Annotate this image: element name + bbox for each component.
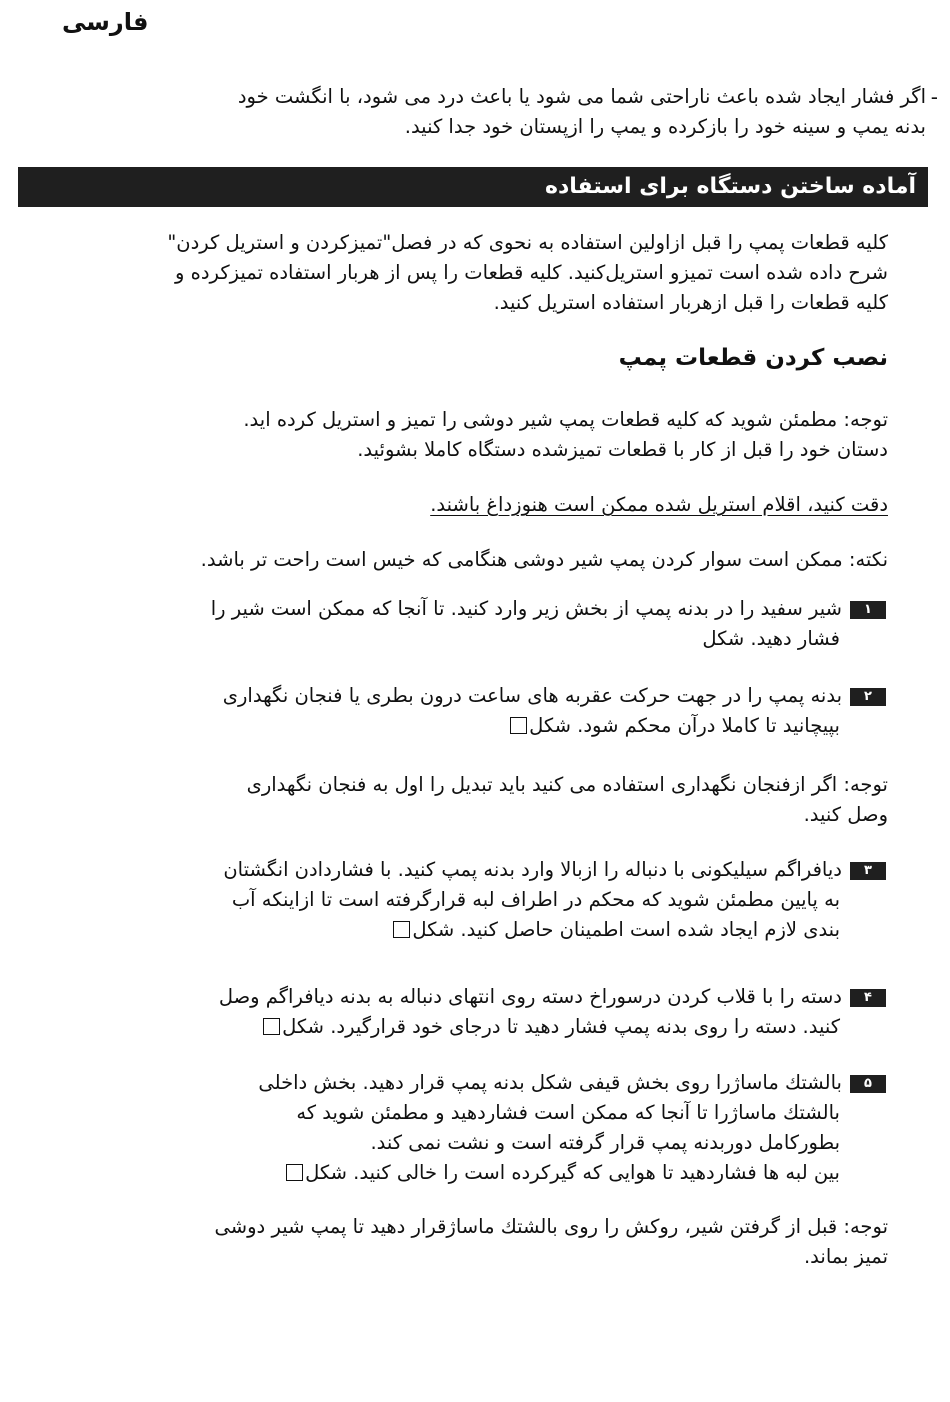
step-number-badge: ۳ [850, 862, 886, 880]
step-3 [14, 855, 886, 945]
note-line: توجه: اگر ازفنجان نگهداری استفاده می کنید باید تبدیل را اول به فنجان نگهداری [246, 773, 888, 796]
intro-bullet [52, 82, 938, 142]
paragraph-line: کلیه قطعات پمپ را قبل ازاولین استفاده به نحوی که در فصل"تمیزکردن و استریل کردن" [167, 231, 888, 254]
step-line: شیر سفید را در بدنه پمپ از بخش زیر وارد کنید. تا آنجا که ممکن است شیر را [210, 597, 842, 620]
step-line: به پایین مطمئن شوید که محکم در اطراف لبه قرارگرفته است تا ازاینکه آب [231, 888, 840, 911]
step-line: بندی لازم ایجاد شده است اطمینان حاصل کنید. شکل [412, 918, 840, 941]
step-number-badge: ۴ [850, 989, 886, 1007]
step-line: بطوركامل دوربدنه پمپ قرار گرفته است و نشت نمی کند. [370, 1131, 840, 1154]
step-line: فشار دهید. شکل [702, 627, 840, 650]
step-5 [40, 1068, 886, 1188]
step-line: بين لبه ها فشاردهيد تا هوايی كه گيركرده است را خالی كنيد. شكل [305, 1161, 840, 1184]
bullet-dash: - [930, 85, 938, 109]
note-line: وصل کنید. [803, 803, 888, 826]
note-clean [50, 405, 888, 465]
step-line: بپیچانید تا کاملا درآن محکم شود. شکل [529, 714, 840, 737]
paragraph-line: کلیه قطعات را قبل ازهربار استفاده استریل کنید. [493, 291, 888, 314]
note-line: توجه: مطمئن شوید که کلیه قطعات پمپ شیر دوشی را تمیز و استریل کرده اید. [243, 408, 888, 431]
note-line: دستان خود را قبل از کار با قطعات تمیزشده دستگاه کاملا بشوئید. [357, 438, 888, 461]
intro-line: اگر فشار ایجاد شده باعث ناراحتی شما می شود یا باعث درد می شود، با انگشت خود [237, 85, 926, 108]
step-number-badge: ۵ [850, 1075, 886, 1093]
warning-text [260, 490, 888, 520]
step-line: دسته را با قلاب کردن درسوراخ دسته روی انتهای دنباله به بدنه دیافراگم وصل [218, 985, 842, 1008]
figure-box-icon [263, 1018, 280, 1035]
step-line: بالشتك ماساژرا روی بخش قيفی شكل بدنه پمپ قرار دهيد. بخش داخلی [258, 1071, 842, 1094]
section-title-band: آماده ساختن دستگاه برای استفاده [18, 167, 928, 207]
note-line: تميز بماند. [803, 1245, 888, 1268]
note-cover [30, 1212, 888, 1272]
tip-text: نکته: ممکن است سوار کردن پمپ شیر دوشی هنگامی که خیس است راحت تر باشد. [200, 548, 888, 571]
step-number-badge: ۲ [850, 688, 886, 706]
step-number-badge: ۱ [850, 601, 886, 619]
step-line: دیافراگم سیلیکونی با دنباله را ازبالا وارد بدنه پمپ کنید. با فشاردادن انگشتان [223, 858, 842, 881]
figure-box-icon [510, 717, 527, 734]
prep-paragraph [14, 228, 888, 318]
step-line: بالشتك ماساژرا تا آنجا که ممکن است فشاردهید و مطمئن شويد که [296, 1101, 840, 1124]
intro-line: بدنه یمپ و سینه خود را بازکرده و یمپ را ازپستان خود جدا کنید. [404, 115, 926, 138]
figure-box-icon [393, 921, 410, 938]
note-line: توجه: قبل از گرفتن شير، روكش را روی بالشتك ماساژقرار دهيد تا پمپ شير دوشی [214, 1215, 888, 1238]
warning-underlined: دقت کنید، اقلام استریل شده ممکن است هنوزداغ باشند. [430, 493, 888, 516]
note-adapter [40, 770, 888, 830]
subheading: نصب کردن قطعات پمپ [618, 345, 888, 371]
paragraph-line: شرح داده شده است تمیزو استریل‌کنید. کلیه قطعات را پس از هربار استفاده تمیزکرده و [175, 261, 888, 284]
step-1 [40, 594, 886, 654]
step-line: کنید. دسته را روی بدنه پمپ فشار دهید تا درجای خود قرارگیرد. شکل [282, 1015, 840, 1038]
step-2 [40, 681, 886, 741]
step-4 [14, 982, 886, 1042]
step-line: بدنه پمپ را در جهت حرکت عقربه های ساعت درون بطری یا فنجان نگهداری [222, 684, 842, 707]
figure-box-icon [286, 1164, 303, 1181]
language-label: فارسی [62, 8, 149, 36]
